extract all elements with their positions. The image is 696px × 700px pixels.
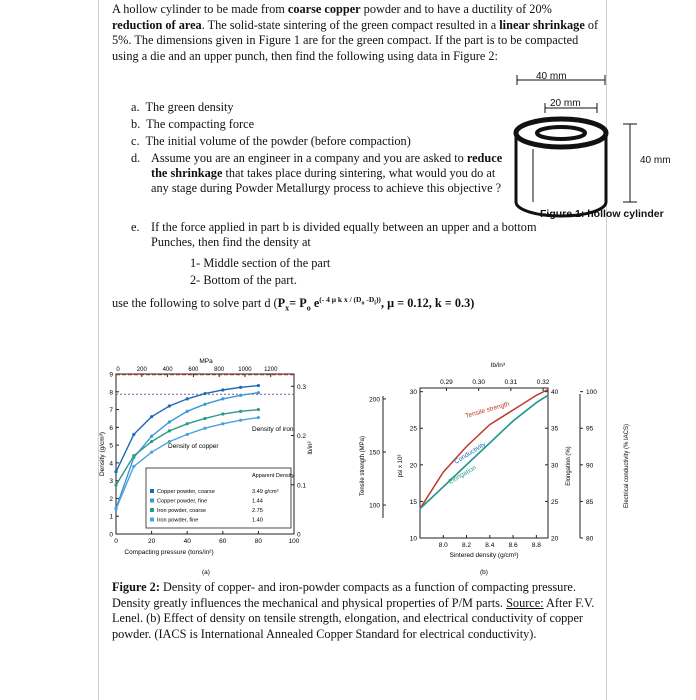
legend-swatch [150, 489, 154, 493]
elong-tick-label: 35 [551, 425, 559, 433]
y-tick-label: 1 [109, 513, 113, 521]
series-point [203, 403, 206, 406]
series-point [114, 470, 117, 473]
top-tick-label: 1000 [238, 367, 252, 373]
psi-tick-label: 10 [409, 535, 417, 543]
height-dim-label: 40 mm [640, 155, 671, 166]
legend-entry: Iron powder, coarse [157, 508, 207, 514]
top-tick-label: 600 [188, 367, 199, 373]
cond-tick-label: 100 [586, 389, 597, 397]
cond-tick-label: 85 [586, 498, 594, 506]
top-tick-label: 800 [214, 367, 225, 373]
series-point [221, 422, 224, 425]
x-axis-label: Sintered density (g/cm³) [449, 552, 519, 559]
figure2-caption: Figure 2: Density of copper- and iron-powder compacts as a function of compacting pressure. Density greatly influences the mechanical and physical properties of P/M parts. Source: After F.V. Lenel. (b) Effect of density on tensile strength, elongation, and electrical conductivity of copper powder. (IACS is International Annealed Copper Standard for electrical conductivity). [112, 580, 595, 641]
x-tick-label: 8.0 [438, 542, 448, 549]
series-point [203, 392, 206, 395]
y-tick-label: 6 [109, 424, 113, 432]
legend-entry: Copper powder, fine [157, 498, 208, 505]
top-tick-label: 0.31 [504, 379, 518, 386]
x-tick-label: 60 [219, 538, 227, 545]
formula-line: use the following to solve part d ($P_x= P_o$ $e^{(- 4 \mu k x / (D_o -D_i))}$, μ = 0.12, k = 0.3) [112, 295, 475, 313]
series-label-elongation: Elongation [447, 464, 478, 486]
item-a: a. The green density [131, 100, 234, 114]
legend-apparent-density: 1.44 [252, 498, 263, 505]
top-tick-label: 0.29 [440, 379, 453, 386]
series-point [239, 394, 242, 397]
panel-label: (b) [480, 569, 488, 576]
elong-tick-label: 40 [551, 389, 559, 397]
legend-apparent-density: 2.75 [252, 508, 263, 514]
top-tick-label: 200 [136, 367, 147, 373]
legend-apparent-density: 3.49 g/cm³ [252, 489, 279, 495]
chart-b [338, 356, 630, 581]
series-label-conductivity: Conductivity [453, 440, 488, 466]
top-tick-label: 400 [162, 367, 173, 373]
x-tick-label: 8.8 [531, 542, 541, 549]
series-point [132, 465, 135, 468]
series-point [186, 422, 189, 425]
series-point [186, 410, 189, 413]
series-point [257, 416, 260, 419]
y-tick-label: 4 [109, 460, 113, 468]
series-point [257, 391, 260, 394]
elong-tick-label: 25 [551, 498, 559, 506]
mpa-tick-label: 200 [369, 396, 380, 404]
series-point [168, 429, 171, 432]
legend-entry: Iron powder, fine [157, 517, 199, 524]
mpa-tick-label: 100 [369, 502, 380, 510]
right-tick-label: 0.3 [297, 383, 307, 391]
top-tick-label: 0 [116, 367, 120, 373]
series-point [239, 386, 242, 389]
subitem-2: 2- Bottom of the part. [190, 273, 297, 287]
series-point [186, 397, 189, 400]
series-point [150, 451, 153, 454]
y-tick-label: 9 [109, 371, 113, 379]
mpa-tick-label: 150 [369, 449, 380, 457]
problem-intro: A hollow cylinder to be made from coarse copper powder and to have a ductility of 20% reduction of area. The solid-state sintering of the green compact resulted in a linear shrinkage of 5%. The dimensions given in Figure 1 are for the green compact. If the part is to be compacted using a die and an upper punch, then find the following using data in Figure 2: [112, 2, 599, 63]
item-e-marker: e. [131, 220, 140, 234]
x-tick-label: 100 [288, 538, 300, 545]
x-tick-label: 20 [147, 538, 156, 545]
series-point [239, 410, 242, 413]
top-tick-label: 0.30 [472, 379, 485, 386]
series-point [168, 440, 171, 443]
series-point [168, 404, 171, 407]
y-tick-label: 5 [109, 442, 113, 450]
series-point [221, 388, 224, 391]
item-d-marker: d. [131, 151, 141, 165]
top-axis-label: MPa [199, 358, 213, 365]
top-tick-label: 0.32 [536, 379, 550, 386]
psi-tick-label: 25 [409, 425, 417, 433]
series-point [239, 419, 242, 422]
x-axis-label: Compacting pressure (tons/in²) [124, 549, 214, 556]
x-tick-label: 8.4 [485, 542, 495, 549]
x-tick-label: 8.2 [462, 542, 472, 549]
y-tick-label: 0 [109, 531, 113, 539]
top-dim-label: 40 mm [536, 71, 567, 82]
inner-dim-label: 20 mm [550, 98, 581, 109]
subitem-1: 1- Middle section of the part [190, 256, 331, 270]
item-d: Assume you are an engineer in a company and you are asked to reduce the shrinkage that takes place during sintering, what would you do at any stage during Powder Metallurgy process to achieve this objective ? [151, 151, 503, 196]
series-label-tensile: Tensile strength [464, 400, 511, 420]
y-axis-label: Density (g/cm³) [99, 431, 106, 477]
legend-swatch [150, 508, 154, 512]
series-point [203, 417, 206, 420]
psi-tick-label: 30 [409, 389, 417, 397]
chart-a [99, 356, 336, 581]
elong-tick-label: 30 [551, 462, 559, 470]
annotation-density-of-copper: Density of copper [168, 443, 219, 450]
series-point [150, 440, 153, 443]
series-point [257, 384, 260, 387]
y-tick-label: 2 [109, 495, 113, 503]
elong-axis-label: Elongation (%) [566, 446, 572, 486]
x-tick-label: 8.6 [508, 542, 518, 549]
series-point [132, 454, 135, 457]
series-point [114, 508, 117, 511]
right-tick-label: 0.2 [297, 433, 307, 441]
series-point [221, 397, 224, 400]
y-tick-label: 3 [109, 478, 113, 486]
x-tick-label: 0 [114, 538, 118, 545]
legend-apparent-density: 1.40 [252, 517, 263, 524]
series-point [150, 415, 153, 418]
legend-swatch [150, 518, 154, 522]
x-tick-label: 80 [254, 538, 263, 545]
annotation-density-of-iron: Density of iron [252, 426, 294, 433]
cylinder-top-rim [516, 119, 606, 147]
panel-label: (a) [202, 569, 210, 576]
mpa-axis-label: Tensile strength (MPa) [360, 435, 366, 497]
legend-entry: Copper powder, coarse [157, 489, 215, 495]
series-point [132, 433, 135, 436]
item-c: c. The initial volume of the powder (before compaction) [131, 134, 411, 148]
cond-tick-label: 80 [586, 535, 594, 543]
top-tick-label: 1200 [264, 367, 278, 373]
right-tick-label: 0.1 [297, 482, 307, 490]
cond-tick-label: 90 [586, 462, 594, 470]
psi-tick-label: 15 [409, 498, 417, 506]
series-point [186, 433, 189, 436]
psi-axis-label: psi x 10³ [398, 454, 404, 478]
psi-tick-label: 20 [409, 462, 417, 470]
legend-swatch [150, 499, 154, 503]
right-tick-label: 0 [297, 531, 301, 539]
cond-tick-label: 95 [586, 425, 594, 433]
x-tick-label: 40 [183, 538, 191, 545]
right-axis-label: lb/in³ [308, 441, 314, 455]
item-b: b. The compacting force [131, 117, 255, 131]
legend-header: Apparent Density [252, 473, 295, 479]
figure1-hollow-cylinder [505, 64, 680, 224]
series-point [221, 412, 224, 415]
series-point [150, 435, 153, 438]
series-point [257, 408, 260, 411]
item-e: If the force applied in part b is divided equally between an upper and a bottom Punches, then find the density at [151, 220, 537, 250]
top-axis-label: lb/in³ [490, 362, 506, 369]
figure1-caption: Figure 1: hollow cylinder [540, 208, 664, 220]
y-tick-label: 8 [109, 389, 113, 397]
series-point [114, 484, 117, 487]
cond-axis-label: Electrical conductivity (% IACS) [624, 423, 630, 509]
series-point [168, 420, 171, 423]
series-point [203, 427, 206, 430]
y-tick-label: 7 [109, 407, 113, 415]
elong-tick-label: 20 [551, 535, 559, 543]
cylinder-bore [537, 127, 585, 139]
